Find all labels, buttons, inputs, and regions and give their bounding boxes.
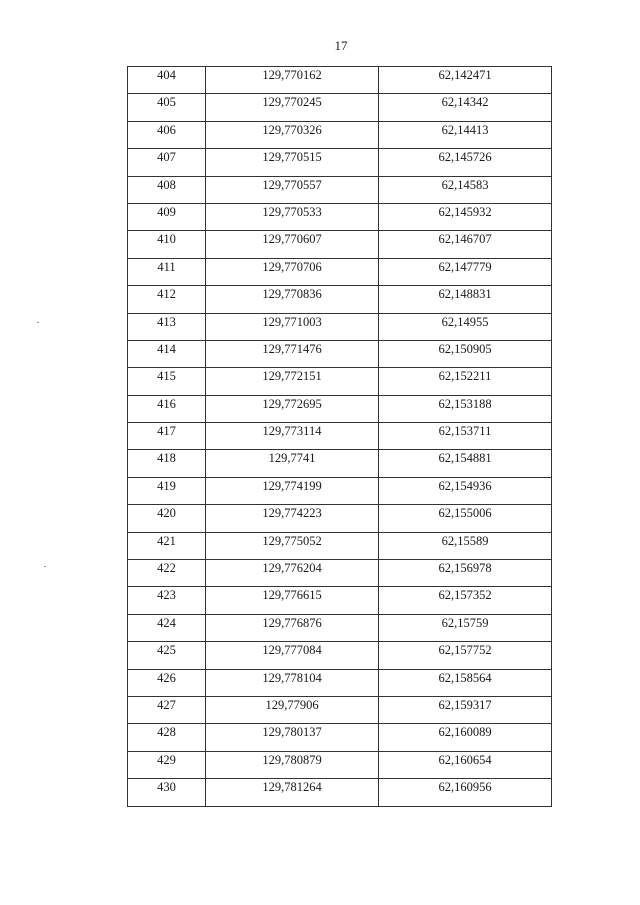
- point-number-cell: 429: [128, 751, 206, 778]
- y-coordinate-cell: 62,146707: [379, 231, 552, 258]
- table-row: [128, 505, 552, 532]
- point-number-cell: 421: [128, 532, 206, 559]
- x-coordinate-cell: 129,770326: [206, 121, 379, 148]
- point-number-cell: 422: [128, 560, 206, 587]
- x-coordinate-cell: 129,77906: [206, 696, 379, 723]
- x-coordinate-cell: 129,780137: [206, 724, 379, 751]
- point-number-cell: 418: [128, 450, 206, 477]
- table-row: [128, 313, 552, 340]
- point-number-cell: 408: [128, 176, 206, 203]
- point-number-cell: 406: [128, 121, 206, 148]
- x-coordinate-cell: 129,770533: [206, 203, 379, 230]
- x-coordinate-cell: 129,775052: [206, 532, 379, 559]
- y-coordinate-cell: 62,142471: [379, 67, 552, 94]
- point-number-cell: 417: [128, 423, 206, 450]
- y-coordinate-cell: 62,148831: [379, 286, 552, 313]
- y-coordinate-cell: 62,14955: [379, 313, 552, 340]
- y-coordinate-cell: 62,145726: [379, 149, 552, 176]
- x-coordinate-cell: 129,774223: [206, 505, 379, 532]
- point-number-cell: 405: [128, 94, 206, 121]
- scan-speck: [44, 566, 46, 567]
- coordinates-table-body: [128, 67, 552, 807]
- point-number-cell: 404: [128, 67, 206, 94]
- x-coordinate-cell: 129,776204: [206, 560, 379, 587]
- point-number-cell: 416: [128, 395, 206, 422]
- x-coordinate-cell: 129,7741: [206, 450, 379, 477]
- table-row: [128, 560, 552, 587]
- table-row: [128, 67, 552, 94]
- y-coordinate-cell: 62,158564: [379, 669, 552, 696]
- x-coordinate-cell: 129,771476: [206, 340, 379, 367]
- table-row: [128, 121, 552, 148]
- table-row: [128, 286, 552, 313]
- table-row: [128, 94, 552, 121]
- point-number-cell: 430: [128, 779, 206, 806]
- y-coordinate-cell: 62,152211: [379, 368, 552, 395]
- y-coordinate-cell: 62,157352: [379, 587, 552, 614]
- y-coordinate-cell: 62,160956: [379, 779, 552, 806]
- table-row: [128, 696, 552, 723]
- y-coordinate-cell: 62,160654: [379, 751, 552, 778]
- y-coordinate-cell: 62,15759: [379, 614, 552, 641]
- x-coordinate-cell: 129,770162: [206, 67, 379, 94]
- y-coordinate-cell: 62,14413: [379, 121, 552, 148]
- point-number-cell: 423: [128, 587, 206, 614]
- point-number-cell: 427: [128, 696, 206, 723]
- y-coordinate-cell: 62,147779: [379, 258, 552, 285]
- point-number-cell: 425: [128, 642, 206, 669]
- table-row: [128, 642, 552, 669]
- table-row: [128, 669, 552, 696]
- point-number-cell: 414: [128, 340, 206, 367]
- table-row: [128, 368, 552, 395]
- table-row: [128, 587, 552, 614]
- table-row: [128, 231, 552, 258]
- y-coordinate-cell: 62,153188: [379, 395, 552, 422]
- x-coordinate-cell: 129,770557: [206, 176, 379, 203]
- x-coordinate-cell: 129,776615: [206, 587, 379, 614]
- point-number-cell: 428: [128, 724, 206, 751]
- y-coordinate-cell: 62,156978: [379, 560, 552, 587]
- table-row: [128, 779, 552, 806]
- y-coordinate-cell: 62,155006: [379, 505, 552, 532]
- table-row: [128, 450, 552, 477]
- point-number-cell: 413: [128, 313, 206, 340]
- point-number-cell: 409: [128, 203, 206, 230]
- y-coordinate-cell: 62,154881: [379, 450, 552, 477]
- point-number-cell: 411: [128, 258, 206, 285]
- y-coordinate-cell: 62,15589: [379, 532, 552, 559]
- x-coordinate-cell: 129,770836: [206, 286, 379, 313]
- point-number-cell: 426: [128, 669, 206, 696]
- table-row: [128, 477, 552, 504]
- table-row: [128, 176, 552, 203]
- table-row: [128, 724, 552, 751]
- y-coordinate-cell: 62,159317: [379, 696, 552, 723]
- point-number-cell: 407: [128, 149, 206, 176]
- y-coordinate-cell: 62,145932: [379, 203, 552, 230]
- y-coordinate-cell: 62,154936: [379, 477, 552, 504]
- point-number-cell: 420: [128, 505, 206, 532]
- x-coordinate-cell: 129,770245: [206, 94, 379, 121]
- page-number: 17: [334, 38, 348, 53]
- x-coordinate-cell: 129,772151: [206, 368, 379, 395]
- coordinates-table: [127, 66, 552, 807]
- y-coordinate-cell: 62,150905: [379, 340, 552, 367]
- table-row: [128, 532, 552, 559]
- y-coordinate-cell: 62,160089: [379, 724, 552, 751]
- y-coordinate-cell: 62,153711: [379, 423, 552, 450]
- x-coordinate-cell: 129,774199: [206, 477, 379, 504]
- x-coordinate-cell: 129,772695: [206, 395, 379, 422]
- x-coordinate-cell: 129,777084: [206, 642, 379, 669]
- x-coordinate-cell: 129,781264: [206, 779, 379, 806]
- scan-speck: [37, 322, 39, 323]
- point-number-cell: 410: [128, 231, 206, 258]
- y-coordinate-cell: 62,157752: [379, 642, 552, 669]
- table-row: [128, 614, 552, 641]
- x-coordinate-cell: 129,776876: [206, 614, 379, 641]
- table-row: [128, 258, 552, 285]
- x-coordinate-cell: 129,778104: [206, 669, 379, 696]
- x-coordinate-cell: 129,770515: [206, 149, 379, 176]
- x-coordinate-cell: 129,771003: [206, 313, 379, 340]
- table-row: [128, 340, 552, 367]
- point-number-cell: 424: [128, 614, 206, 641]
- y-coordinate-cell: 62,14583: [379, 176, 552, 203]
- table-row: [128, 751, 552, 778]
- table-row: [128, 423, 552, 450]
- table-row: [128, 149, 552, 176]
- point-number-cell: 412: [128, 286, 206, 313]
- x-coordinate-cell: 129,780879: [206, 751, 379, 778]
- x-coordinate-cell: 129,770607: [206, 231, 379, 258]
- x-coordinate-cell: 129,770706: [206, 258, 379, 285]
- y-coordinate-cell: 62,14342: [379, 94, 552, 121]
- point-number-cell: 419: [128, 477, 206, 504]
- table-row: [128, 203, 552, 230]
- table-row: [128, 395, 552, 422]
- point-number-cell: 415: [128, 368, 206, 395]
- x-coordinate-cell: 129,773114: [206, 423, 379, 450]
